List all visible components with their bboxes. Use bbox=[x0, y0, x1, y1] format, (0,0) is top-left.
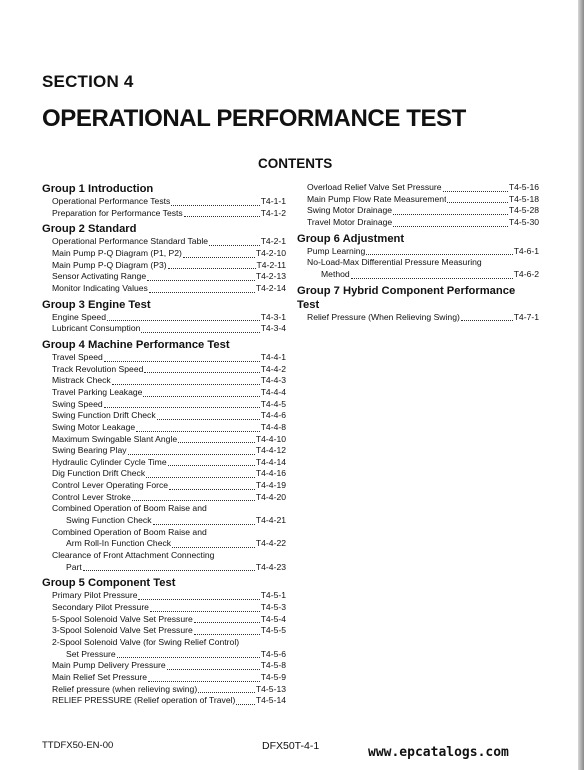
dot-leader bbox=[178, 433, 255, 443]
toc-entry-row bbox=[52, 492, 286, 504]
toc-entry[interactable] bbox=[42, 660, 286, 672]
dot-leader bbox=[393, 205, 508, 215]
toc-left-column bbox=[42, 182, 286, 710]
toc-entry-page: T4-5-4 bbox=[260, 613, 286, 624]
toc-entry[interactable] bbox=[42, 312, 286, 324]
toc-entry-text: No-Load-Max Differential Pressure Measuring bbox=[307, 257, 482, 268]
dot-leader bbox=[172, 538, 255, 548]
toc-group-title: Group 2 Standard bbox=[42, 223, 137, 236]
dot-leader bbox=[107, 311, 260, 321]
dot-leader bbox=[184, 207, 260, 217]
toc-entry-continuation: Set Pressure bbox=[66, 648, 116, 659]
toc-entry-text: Clearance of Front Attachment Connecting bbox=[52, 550, 215, 561]
toc-entry-row bbox=[52, 649, 286, 661]
toc-entry-text: Main Pump Delivery Pressure bbox=[52, 660, 166, 671]
toc-entry-text: Swing Motor Leakage bbox=[52, 421, 136, 432]
dot-leader bbox=[141, 323, 259, 333]
toc-entry-row bbox=[52, 271, 286, 283]
toc-entry-row bbox=[52, 590, 286, 602]
toc-entry-page: T4-5-8 bbox=[260, 660, 286, 671]
toc-entry-page: T4-4-22 bbox=[255, 538, 286, 549]
dot-leader bbox=[153, 515, 255, 525]
toc-group bbox=[297, 182, 539, 229]
toc-entry-row bbox=[52, 480, 286, 492]
toc-entry-text: 3-Spool Solenoid Valve Set Pressure bbox=[52, 625, 193, 636]
dot-leader bbox=[169, 480, 255, 490]
toc-entry-row bbox=[52, 260, 286, 272]
toc-entry-page: T4-5-28 bbox=[508, 205, 539, 216]
toc-entry-row bbox=[307, 269, 539, 281]
toc-entry-continuation: Part bbox=[66, 561, 82, 572]
toc-entry-text: Main Relief Set Pressure bbox=[52, 671, 148, 682]
toc-entry[interactable] bbox=[42, 468, 286, 480]
toc-entry-row bbox=[52, 352, 286, 364]
toc-entry[interactable] bbox=[42, 422, 286, 434]
toc-entry-text: Engine Speed bbox=[52, 311, 106, 322]
toc-entry-text: Operational Performance Tests bbox=[52, 196, 171, 206]
toc-entry[interactable] bbox=[42, 364, 286, 376]
toc-entry-text: RELIEF PRESSURE (Relief operation of Travel) bbox=[52, 695, 236, 706]
dot-leader bbox=[147, 271, 255, 281]
toc-entry[interactable] bbox=[297, 246, 539, 258]
toc-entry-continuation: Swing Function Check bbox=[66, 515, 152, 526]
dot-leader bbox=[136, 422, 260, 432]
dot-leader bbox=[209, 236, 260, 246]
toc-entry[interactable] bbox=[42, 248, 286, 260]
toc-entry-page: T4-1-2 bbox=[260, 207, 286, 218]
toc-group bbox=[42, 182, 286, 219]
toc-entry-page: T4-4-3 bbox=[260, 375, 286, 386]
toc-entry-page: T4-4-10 bbox=[255, 433, 286, 444]
toc-entry-page: T4-4-16 bbox=[255, 468, 286, 479]
dot-leader bbox=[144, 363, 259, 373]
toc-entry[interactable] bbox=[42, 208, 286, 220]
toc-entry-row bbox=[52, 208, 286, 220]
toc-entry-page: T4-4-4 bbox=[260, 386, 286, 397]
toc-entry-page: T4-4-21 bbox=[255, 515, 286, 526]
toc-entry-text: Operational Performance Standard Table bbox=[52, 236, 209, 247]
footer-page-number: DFX50T-4-1 bbox=[262, 740, 320, 752]
toc-entry-page: T4-4-23 bbox=[255, 561, 286, 572]
dot-leader bbox=[171, 196, 259, 206]
toc-entry-page: T4-2-14 bbox=[255, 282, 286, 293]
toc-entry-text: Overload Relief Valve Set Pressure bbox=[307, 182, 442, 192]
toc-entry-row bbox=[52, 399, 286, 411]
toc-group-title: Group 4 Machine Performance Test bbox=[42, 338, 230, 351]
toc-group-title: Group 1 Introduction bbox=[42, 183, 154, 195]
toc-entry-page: T4-5-18 bbox=[508, 193, 539, 204]
toc-entry-row bbox=[52, 468, 286, 480]
toc-entry-row bbox=[52, 312, 286, 324]
toc-entry-page: T4-4-8 bbox=[260, 421, 286, 432]
toc-entry[interactable] bbox=[42, 492, 286, 504]
toc-entry-text: Swing Motor Drainage bbox=[307, 205, 393, 216]
dot-leader bbox=[443, 182, 508, 192]
dot-leader bbox=[138, 590, 259, 600]
toc-entry[interactable] bbox=[42, 434, 286, 446]
dot-leader bbox=[168, 259, 256, 269]
toc-entry-text: Maximum Swingable Slant Angle bbox=[52, 433, 178, 444]
toc-entry-page: T4-7-1 bbox=[513, 311, 539, 322]
dot-leader bbox=[104, 398, 260, 408]
dot-leader bbox=[447, 193, 507, 203]
toc-entry-row bbox=[307, 194, 539, 206]
toc-entry[interactable] bbox=[42, 445, 286, 457]
toc-entry-text: Main Pump P-Q Diagram (P1, P2) bbox=[52, 247, 182, 258]
toc-entry-row bbox=[52, 684, 286, 696]
toc-entry-page: T4-5-3 bbox=[260, 602, 286, 613]
toc-entry[interactable] bbox=[42, 625, 286, 637]
toc-entry[interactable] bbox=[42, 695, 286, 707]
toc-entry-text: Travel Parking Leakage bbox=[52, 386, 143, 397]
toc-entry[interactable] bbox=[42, 271, 286, 283]
page-right-edge bbox=[578, 0, 584, 770]
toc-entry-text: Main Pump Flow Rate Measurement bbox=[307, 193, 447, 204]
toc-group-title: Group 3 Engine Test bbox=[42, 298, 151, 311]
dot-leader bbox=[112, 375, 260, 385]
toc-entry-row bbox=[307, 312, 539, 324]
toc-group-title: Group 6 Adjustment bbox=[297, 232, 405, 245]
dot-leader bbox=[198, 683, 255, 693]
toc-entry-page: T4-4-12 bbox=[255, 445, 286, 456]
toc-group-title: Group 7 Hybrid Component Performance Test bbox=[297, 284, 516, 311]
toc-entry-text: Travel Speed bbox=[52, 351, 103, 362]
toc-entry-text: Swing Speed bbox=[52, 398, 103, 409]
toc-entry-text: Secondary Pilot Pressure bbox=[52, 602, 149, 613]
dot-leader bbox=[167, 660, 260, 670]
toc-entry-text: Swing Bearing Play bbox=[52, 445, 127, 456]
toc-entry-text: Monitor Indicating Values bbox=[52, 282, 148, 293]
dot-leader bbox=[83, 561, 255, 571]
toc-entry-row bbox=[307, 246, 539, 258]
toc-entry-text: Relief pressure (when relieving swing) bbox=[52, 683, 198, 694]
toc-entry-page: T4-3-4 bbox=[260, 323, 286, 334]
toc-entry[interactable] bbox=[42, 323, 286, 335]
toc-entry-page: T4-5-9 bbox=[260, 671, 286, 682]
toc-entry-text: Combined Operation of Boom Raise and bbox=[52, 503, 207, 514]
toc-entry-row bbox=[52, 248, 286, 260]
toc-entry-text: Primary Pilot Pressure bbox=[52, 590, 138, 601]
toc-entry-text: Hydraulic Cylinder Cycle Time bbox=[52, 456, 167, 467]
toc-entry-page: T4-4-1 bbox=[260, 351, 286, 362]
toc-entry-page: T4-4-19 bbox=[255, 480, 286, 491]
dot-leader bbox=[183, 248, 255, 258]
toc-entry-row bbox=[52, 434, 286, 446]
dot-leader bbox=[104, 352, 260, 362]
toc-entry-row bbox=[307, 205, 539, 217]
dot-leader bbox=[168, 456, 255, 466]
toc-entry-text: Lubricant Consumption bbox=[52, 323, 141, 334]
watermark: www.epcatalogs.com bbox=[368, 745, 509, 760]
toc-entry-page: T4-2-11 bbox=[256, 259, 286, 270]
dot-leader bbox=[132, 491, 255, 501]
toc-entry-row bbox=[52, 422, 286, 434]
toc-entry[interactable] bbox=[42, 503, 286, 526]
toc-entry[interactable] bbox=[297, 257, 539, 280]
toc-entry-text: Travel Motor Drainage bbox=[307, 216, 393, 227]
toc-entry[interactable] bbox=[42, 283, 286, 295]
toc-entry-page: T4-4-5 bbox=[260, 398, 286, 409]
toc-entry-page: T4-4-20 bbox=[255, 491, 286, 502]
toc-group bbox=[297, 232, 539, 281]
toc-entry[interactable] bbox=[42, 684, 286, 696]
toc-entry-row bbox=[52, 672, 286, 684]
toc-entry-row bbox=[52, 236, 286, 248]
dot-leader bbox=[143, 387, 259, 397]
toc-entry-continuation: Method bbox=[321, 268, 350, 279]
toc-entry[interactable] bbox=[42, 399, 286, 411]
toc-entry-text: 5-Spool Solenoid Valve Set Pressure bbox=[52, 613, 193, 624]
toc-entry-row bbox=[52, 387, 286, 399]
toc-entry-page: T4-5-5 bbox=[260, 625, 286, 636]
toc-entry[interactable] bbox=[42, 637, 286, 660]
toc-entry-row bbox=[307, 182, 539, 194]
toc-entry[interactable] bbox=[297, 182, 539, 194]
toc-entry[interactable] bbox=[297, 312, 539, 324]
dot-leader bbox=[351, 269, 513, 279]
toc-group bbox=[42, 298, 286, 335]
toc-entry-page: T4-4-6 bbox=[260, 410, 286, 421]
toc-entry-text: Track Revolution Speed bbox=[52, 363, 144, 374]
dot-leader bbox=[149, 283, 255, 293]
toc-entry-text: Pump Learning bbox=[307, 245, 366, 256]
dot-leader bbox=[148, 672, 260, 682]
toc-entry[interactable] bbox=[42, 614, 286, 626]
toc-entry-page: T4-2-10 bbox=[255, 247, 286, 258]
toc-entry-text: Preparation for Performance Tests bbox=[52, 207, 183, 218]
toc-entry-text: Mistrack Check bbox=[52, 375, 111, 386]
toc-entry-page: T4-5-14 bbox=[255, 695, 286, 706]
toc-entry-row bbox=[52, 364, 286, 376]
toc-entry[interactable] bbox=[42, 375, 286, 387]
toc-entry-text: Swing Function Drift Check bbox=[52, 410, 156, 421]
toc-entry-page: T4-4-2 bbox=[260, 363, 286, 374]
toc-entry-row bbox=[52, 323, 286, 335]
toc-group bbox=[297, 284, 539, 324]
toc-entry-row bbox=[52, 625, 286, 637]
page-top-edge bbox=[0, 0, 584, 8]
dot-leader bbox=[194, 625, 260, 635]
toc-entry-page: T4-2-13 bbox=[255, 271, 286, 282]
toc-entry[interactable] bbox=[42, 457, 286, 469]
toc-entry-row bbox=[307, 217, 539, 229]
toc-entry[interactable] bbox=[42, 387, 286, 399]
toc-entry-row bbox=[52, 457, 286, 469]
toc-entry-text: Sensor Activating Range bbox=[52, 271, 147, 282]
dot-leader bbox=[117, 648, 260, 658]
toc-entry-row bbox=[52, 515, 286, 527]
toc-group bbox=[42, 576, 286, 707]
toc-entry-page: T4-5-30 bbox=[508, 216, 539, 227]
toc-entry-continuation: Arm Roll-In Function Check bbox=[66, 538, 172, 549]
toc-entry[interactable] bbox=[42, 236, 286, 248]
toc-entry-page: T4-4-14 bbox=[255, 456, 286, 467]
toc-entry-text: Combined Operation of Boom Raise and bbox=[52, 526, 207, 537]
contents-heading: CONTENTS bbox=[258, 156, 333, 171]
toc-entry[interactable] bbox=[42, 550, 286, 573]
dot-leader bbox=[461, 311, 513, 321]
toc-entry-page: T4-5-6 bbox=[260, 648, 286, 659]
toc-entry-page: T4-6-1 bbox=[513, 245, 539, 256]
toc-entry-text: Relief Pressure (When Relieving Swing) bbox=[307, 311, 460, 322]
toc-entry-page: T4-5-1 bbox=[260, 590, 286, 601]
toc-entry-row bbox=[52, 410, 286, 422]
toc-entry-text: Dig Function Drift Check bbox=[52, 468, 146, 479]
toc-entry[interactable] bbox=[42, 352, 286, 364]
dot-leader bbox=[393, 217, 508, 227]
dot-leader bbox=[146, 468, 255, 478]
toc-entry[interactable] bbox=[297, 194, 539, 206]
dot-leader bbox=[236, 695, 255, 705]
toc-entry-row bbox=[52, 445, 286, 457]
dot-leader bbox=[157, 410, 260, 420]
toc-entry[interactable] bbox=[42, 410, 286, 422]
toc-group-title: Group 5 Component Test bbox=[42, 577, 176, 590]
toc-entry-row bbox=[52, 614, 286, 626]
toc-entry-row bbox=[52, 283, 286, 295]
toc-entry-page: T4-5-16 bbox=[508, 182, 539, 192]
toc-entry-text: Control Lever Operating Force bbox=[52, 480, 169, 491]
toc-right-column bbox=[297, 182, 539, 326]
toc-group bbox=[42, 338, 286, 573]
toc-entry-row bbox=[52, 660, 286, 672]
dot-leader bbox=[150, 602, 260, 612]
toc-entry[interactable] bbox=[42, 196, 286, 208]
dot-leader bbox=[366, 245, 512, 255]
toc-entry[interactable] bbox=[42, 527, 286, 550]
toc-entry-row bbox=[52, 602, 286, 614]
toc-entry[interactable] bbox=[297, 205, 539, 217]
toc-entry-row bbox=[52, 538, 286, 550]
toc-entry-row bbox=[52, 375, 286, 387]
toc-entry-row bbox=[52, 695, 286, 707]
toc-entry-page: T4-3-1 bbox=[260, 311, 286, 322]
section-label: SECTION 4 bbox=[42, 72, 134, 91]
toc-entry[interactable] bbox=[42, 260, 286, 272]
toc-entry-text: 2-Spool Solenoid Valve (for Swing Relief Control) bbox=[52, 637, 240, 647]
toc-entry[interactable] bbox=[42, 672, 286, 684]
dot-leader bbox=[128, 445, 255, 455]
page-title: OPERATIONAL PERFORMANCE TEST bbox=[42, 105, 466, 132]
toc-entry-page: T4-6-2 bbox=[513, 268, 539, 279]
toc-entry-page: T4-5-13 bbox=[255, 683, 286, 694]
toc-entry[interactable] bbox=[42, 602, 286, 614]
toc-entry[interactable] bbox=[42, 480, 286, 492]
toc-entry-text: Main Pump P-Q Diagram (P3) bbox=[52, 259, 167, 270]
toc-entry-page: T4-1-1 bbox=[260, 196, 286, 206]
toc-entry-row bbox=[52, 562, 286, 574]
toc-entry-text: Control Lever Stroke bbox=[52, 491, 131, 502]
dot-leader bbox=[194, 613, 260, 623]
toc-entry-row bbox=[52, 196, 286, 208]
toc-entry-page: T4-2-1 bbox=[260, 236, 286, 247]
toc-entry[interactable] bbox=[42, 590, 286, 602]
footer-doc-code: TTDFX50-EN-00 bbox=[42, 740, 114, 751]
toc-entry[interactable] bbox=[297, 217, 539, 229]
toc-group bbox=[42, 222, 286, 294]
